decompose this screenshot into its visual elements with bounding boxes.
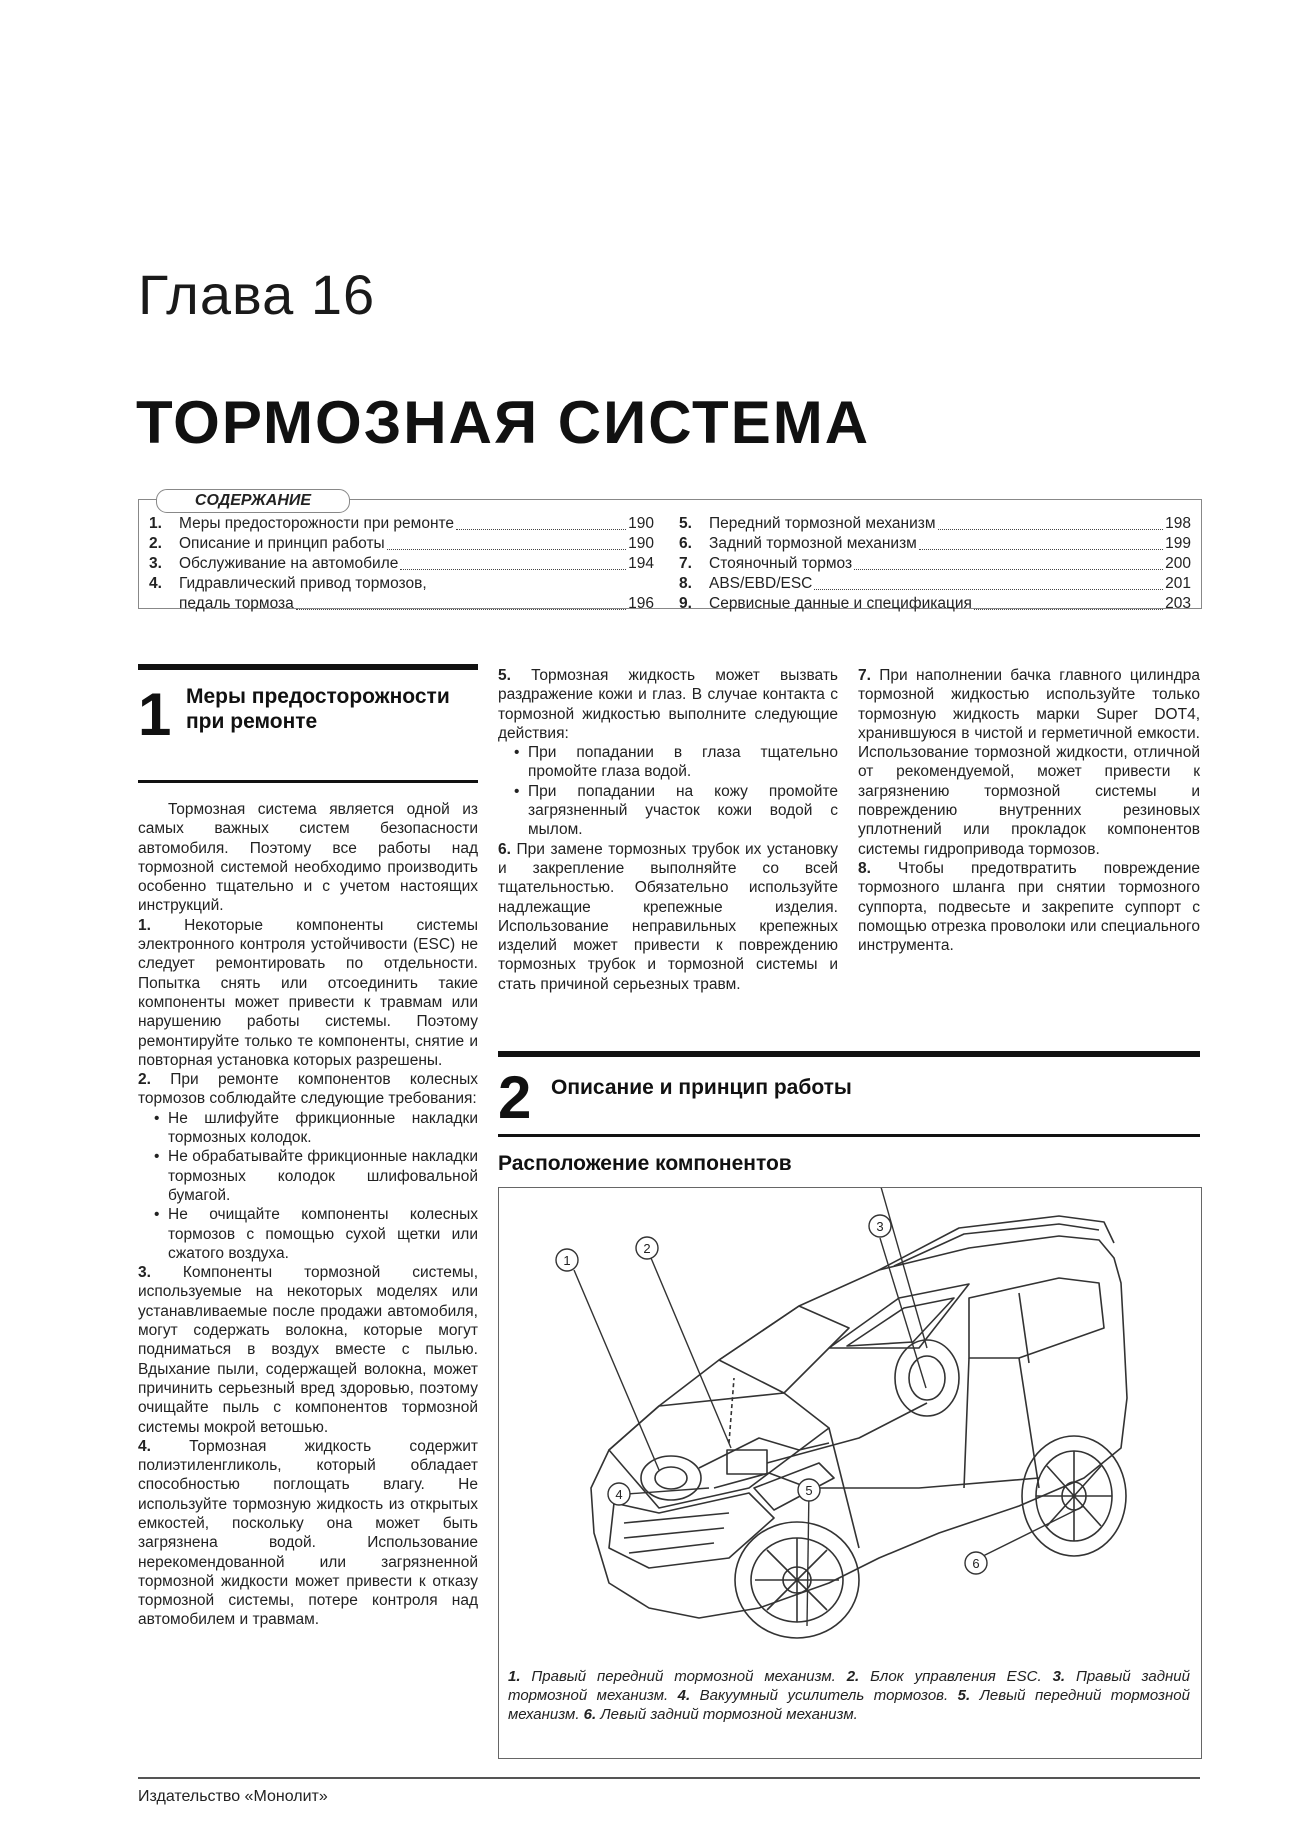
section-rule	[498, 1134, 1200, 1137]
toc-item[interactable]: 8. ABS/EBD/ESC 201	[679, 575, 1191, 592]
toc-label: СОДЕРЖАНИЕ	[156, 489, 350, 513]
chapter-title: ТОРМОЗНАЯ СИСТЕМА	[136, 389, 871, 456]
toc-item[interactable]: 1. Меры предосторожности при ремонте 190	[149, 515, 654, 532]
publisher-footer: Издательство «Монолит»	[138, 1788, 328, 1805]
callout-3: 3	[876, 1219, 884, 1234]
callout-5: 5	[805, 1483, 813, 1498]
toc-item[interactable]: 4. Гидравлический привод тормозов,	[149, 575, 427, 592]
toc-item[interactable]: 2. Описание и принцип работы 190	[149, 535, 654, 552]
section-rule	[138, 664, 478, 670]
paragraph: 1. Некоторые компоненты системы электронного контроля устойчивости (ESC) не следует ремонтировать по отдельности. Попытка снять или отсоединить такие компоненты может привести к травмам или нарушению работы системы. Поэтому ремонтируйте только те компоненты, снятие и повторная установка которых разрешены.	[138, 916, 478, 1069]
toc-item[interactable]: 5. Передний тормозной механизм 198	[679, 515, 1191, 532]
bullet-item: • При попадании на кожу промойте загрязненный участок кожи водой с мылом.	[498, 782, 838, 840]
callout-2: 2	[643, 1241, 651, 1256]
paragraph: 6. При замене тормозных трубок их установку и закрепление выполняйте со всей тщательностью. Обязательно используйте надлежащие крепежные изделия. Использование неправильных крепежных изделий может привести к повреждению тормозных трубок и тормозной системы и стать причиной серьезных травм.	[498, 840, 839, 993]
toc-item[interactable]: 3. Обслуживание на автомобиле 194	[149, 555, 654, 572]
subsection-title: Расположение компонентов	[498, 1152, 792, 1175]
section-rule	[138, 780, 478, 783]
bullet-item: • Не очищайте компоненты колесных тормозов с помощью сухой щетки или сжатого воздуха.	[138, 1205, 478, 1263]
callout-3-leader	[878, 1238, 938, 1398]
toc-column-left	[149, 514, 654, 614]
footer-rule	[138, 1777, 1200, 1779]
callout-6: 6	[972, 1556, 980, 1571]
toc-column-right	[679, 514, 1191, 614]
toc-item[interactable]: 7. Стояночный тормоз 200	[679, 555, 1191, 572]
toc-item-continuation[interactable]: педаль тормоза 196	[179, 595, 654, 612]
paragraph: 7. При наполнении бачка главного цилиндра тормозной жидкостью используйте только тормозную жидкость марки Super DOT4, хранившуюся в чистой и герметичной емкости. Использование тормозной жидкости, отличной от рекомендуемой, может привести к загрязнению тормозной системы и повреждению внутренних резиновых уплотнений или прокладок компонентов системы гидропривода тормозов.	[858, 667, 1200, 858]
text-column-1	[138, 800, 478, 1630]
paragraph: 3. Компоненты тормозной системы, используемые на некоторых моделях или устанавливаемые после продажи автомобиля, могут содержать волокна, которые могут подниматься в воздух вместе с пылью. Вдыхание пыли, содержащей волокна, может причинить серьезный вред здоровью, поэтому очищайте пыль с компонентов тормозной системы мокрой ветошью.	[138, 1264, 478, 1436]
table-of-contents	[138, 499, 1202, 612]
section-2-number: 2	[498, 1064, 532, 1131]
callout-4: 4	[615, 1487, 623, 1502]
section-rule	[498, 1051, 1200, 1057]
paragraph: 8. Чтобы предотвратить повреждение тормозного шланга при снятии тормозного суппорта, подвесьте и закрепите суппорт с помощью отрезка проволоки или специального инструмента.	[858, 859, 1200, 955]
section-1-title: Меры предосторожности при ремонте	[186, 685, 450, 733]
callout-1: 1	[563, 1253, 571, 1268]
callout-numbers	[499, 1188, 1201, 1658]
section-2-title: Описание и принцип работы	[551, 1076, 852, 1099]
paragraph: 4. Тормозная жидкость содержит полиэтиленгликоль, который обладает способностью поглощать влагу. Не используйте тормозную жидкость из открытых емкостей, поскольку она может быть загрязнена водой. Использование нерекомендованной или загрязненной тормозной жидкости может привести к отказу тормозной системы, потере контроля над автомобилем и травмам.	[138, 1437, 478, 1629]
section-1-number: 1	[138, 681, 172, 748]
paragraph: 2. При ремонте компонентов колесных тормозов соблюдайте следующие требования:	[138, 1071, 479, 1108]
text-column-3	[858, 666, 1200, 955]
bullet-item: • Не шлифуйте фрикционные накладки тормозных колодок.	[138, 1109, 478, 1148]
toc-item[interactable]: 6. Задний тормозной механизм 199	[679, 535, 1191, 552]
figure-caption: 1. Правый передний тормозной механизм. 2. Блок управления ESC. 3. Правый задний тормозной механизм. 4. Вакуумный усилитель тормозов. 5. Левый передний тормозной механизм. 6. Левый задний тормозной механизм.	[508, 1668, 1190, 1723]
bullet-item: • Не обрабатывайте фрикционные накладки тормозных колодок шлифовальной бумагой.	[138, 1147, 478, 1205]
paragraph: 5. Тормозная жидкость может вызвать раздражение кожи и глаз. В случае контакта с тормозной жидкостью выполните следующие действия:	[498, 667, 838, 742]
text-column-2	[498, 666, 838, 994]
chapter-number: Глава 16	[138, 263, 376, 326]
toc-item[interactable]: 9. Сервисные данные и спецификация 203	[679, 595, 1191, 612]
paragraph: Тормозная система является одной из самых важных систем безопасности автомобиля. Поэтому все работы над тормозной системой необходимо производить особенно тщательно и с учетом настоящих инструкций.	[138, 801, 478, 915]
bullet-item: • При попадании в глаза тщательно промойте глаза водой.	[498, 743, 838, 782]
